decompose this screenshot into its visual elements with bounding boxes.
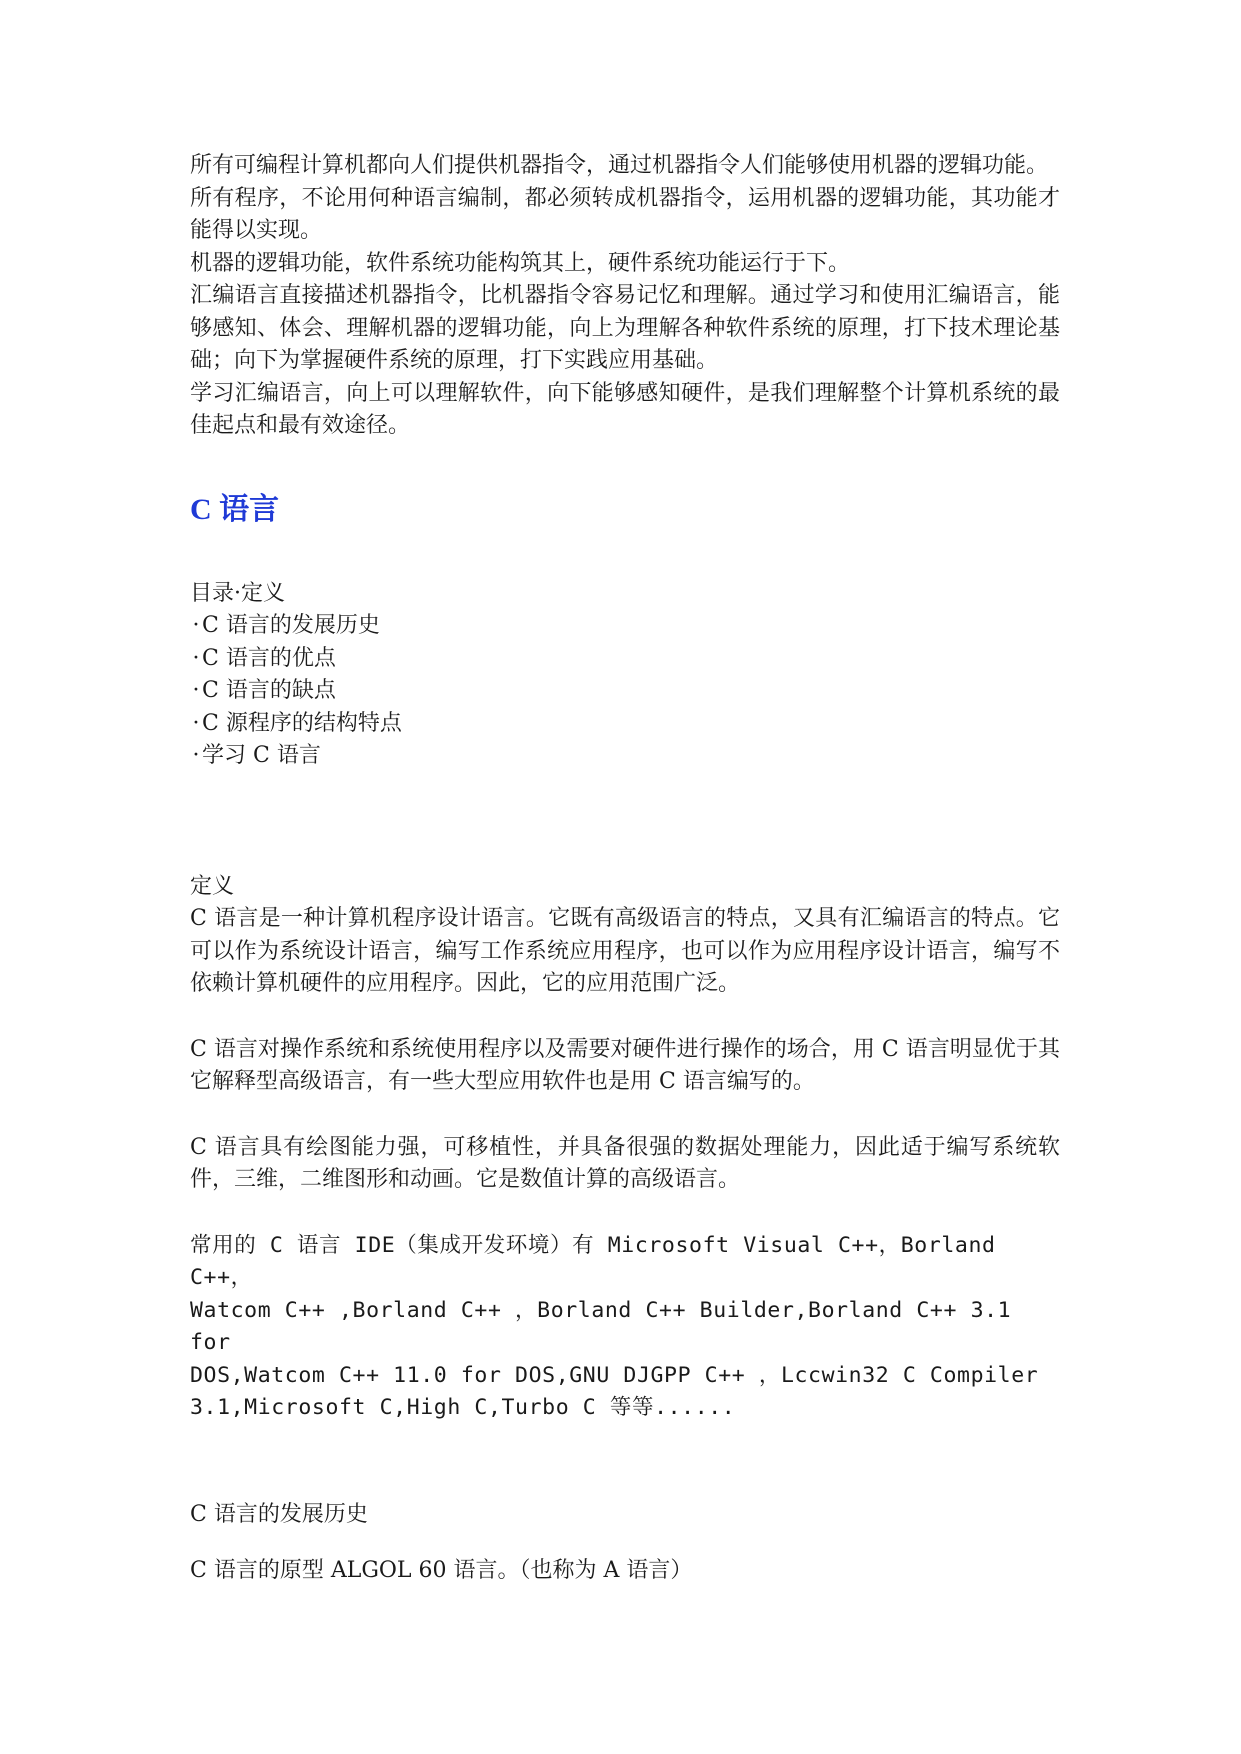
ide-line: Watcom C++ ,Borland C++ ，Borland C++ Builder,Borland C++ 3.1 for [190, 1297, 1012, 1355]
toc-item[interactable] [190, 740, 1060, 773]
intro-paragraph: 机器的逻辑功能，软件系统功能构筑其上，硬件系统功能运行于下。 [190, 250, 851, 276]
ide-line: 3.1,Microsoft C,High C,Turbo C 等等...... [190, 1395, 736, 1420]
history-title: C 语言的发展历史 [190, 1501, 368, 1527]
toc-item-label: 学习 C 语言 [202, 743, 321, 768]
toc-item[interactable] [190, 708, 1060, 741]
intro-paragraph: 所有程序，不论用何种语言编制，都必须转成机器指令，运用机器的逻辑功能，其功能才能得以实现。 [190, 185, 1060, 243]
definition-paragraph: C 语言具有绘图能力强，可移植性，并具备很强的数据处理能力，因此适于编写系统软件，三维，二维图形和动画。它是数值计算的高级语言。 [190, 1134, 1060, 1192]
toc-list [190, 610, 1060, 773]
document-page [190, 150, 1060, 1588]
section-heading: C 语言 [190, 492, 280, 526]
toc-item-label: C 语言的优点 [202, 645, 336, 671]
definition-label: 定义 [190, 873, 235, 899]
history-paragraph: C 语言的原型 ALGOL 60 语言。（也称为 A 语言） [190, 1558, 693, 1583]
toc-item-label: C 语言的缺点 [202, 678, 336, 703]
toc-title: 目录·定义 [190, 580, 285, 606]
toc-item[interactable] [190, 643, 1060, 676]
toc-item-label: C 语言的发展历史 [202, 613, 380, 638]
ide-line: DOS,Watcom C++ 11.0 for DOS,GNU DJGPP C++ ，Lccwin32 C Compiler [190, 1362, 1039, 1388]
intro-paragraph: 汇编语言直接描述机器指令，比机器指令容易记忆和理解。通过学习和使用汇编语言，能够感知、体会、理解机器的逻辑功能，向上为理解各种软件系统的原理，打下技术理论基础；向下为掌握硬件系统的原理，打下实践应用基础。 [190, 283, 1060, 373]
intro-paragraph: 学习汇编语言，向上可以理解软件，向下能够感知硬件，是我们理解整个计算机系统的最佳起点和最有效途径。 [190, 380, 1060, 438]
definition-paragraph: C 语言对操作系统和系统使用程序以及需要对硬件进行操作的场合，用 C 语言明显优于其它解释型高级语言，有一些大型应用软件也是用 C 语言编写的。 [190, 1036, 1060, 1094]
toc-item[interactable] [190, 675, 1060, 708]
intro-paragraph: 所有可编程计算机都向人们提供机器指令，通过机器指令人们能够使用机器的逻辑功能。 [190, 153, 1049, 178]
toc-item-label: C 源程序的结构特点 [202, 710, 402, 736]
definition-paragraph: C 语言是一种计算机程序设计语言。它既有高级语言的特点，又具有汇编语言的特点。它可以作为系统设计语言，编写工作系统应用程序，也可以作为应用程序设计语言，编写不依赖计算机硬件的应用程序。因此，它的应用范围广泛。 [190, 906, 1060, 996]
ide-paragraph [190, 1230, 1060, 1425]
toc-item[interactable] [190, 610, 1060, 643]
ide-line: 常用的 C 语言 IDE（集成开发环境）有 Microsoft Visual C++，Borland C++， [190, 1232, 996, 1290]
